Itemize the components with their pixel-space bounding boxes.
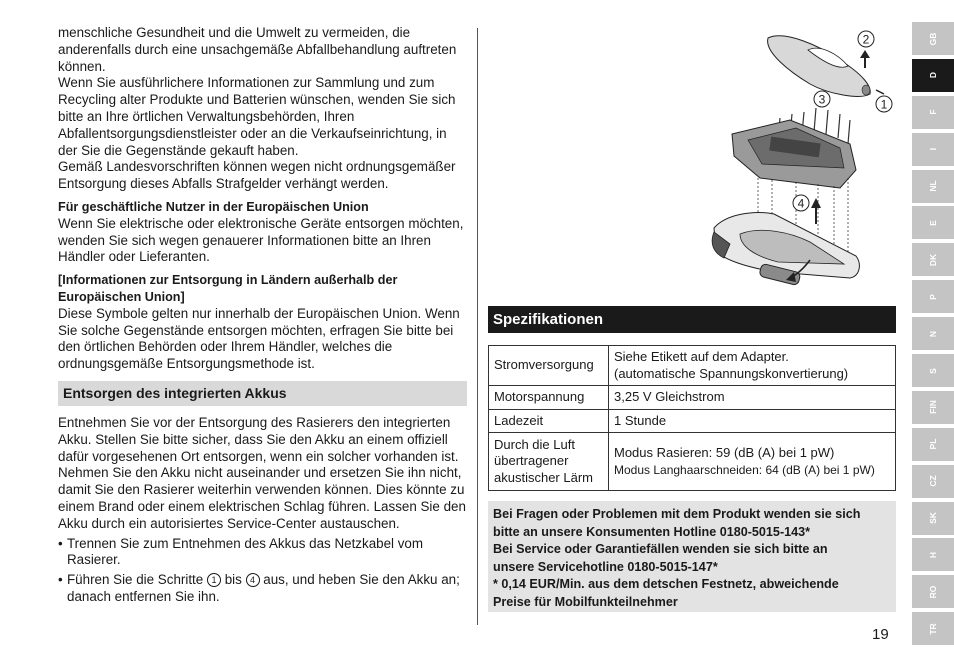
callout-1-icon <box>876 96 892 112</box>
table-row <box>489 410 896 433</box>
bullet-text: bis <box>224 572 242 588</box>
hotline-line: unsere Servicehotline 0180-5015-147* <box>493 559 718 574</box>
text-line: Akku. Stellen Sie bitte sicher, dass Sie den Akku an einem offiziell <box>58 431 448 447</box>
page-number: 19 <box>872 626 889 643</box>
spec-label: Ladezeit <box>489 410 609 433</box>
tab-p[interactable] <box>912 280 954 313</box>
list-item <box>58 536 467 570</box>
step-1-icon: 1 <box>207 573 221 587</box>
step-4-icon: 4 <box>246 573 260 587</box>
callout-label: 4 <box>797 196 805 211</box>
spec-value <box>609 433 896 491</box>
tab-label: S <box>928 367 938 374</box>
text-line: der Sie die Gegenstände gekauft haben. <box>58 142 299 158</box>
table-row <box>489 386 896 410</box>
tab-fin[interactable] <box>912 391 954 424</box>
text-line: Entnehmen Sie vor der Entsorgung des Rasierers den integrierten <box>58 414 451 430</box>
bullet-text: danach entfernen Sie ihn. <box>67 588 220 604</box>
text-line: wenden Sie sich wegen genauerer Informationen bitte an Ihren <box>58 232 431 248</box>
tab-label: GB <box>928 32 938 45</box>
tab-d[interactable] <box>912 59 954 92</box>
spec-label: Stromversorgung <box>489 346 609 386</box>
text-line: Abfallentsorgungsdienstleister oder an die Verkaufseinrichtung, in <box>58 125 447 141</box>
text-line: Gemäß Landesvorschriften können wegen nicht ordnungsgemäßer <box>58 159 456 175</box>
hotline-line: * 0,14 EUR/Min. aus dem detschen Festnetz, abweichende <box>493 577 839 592</box>
spec-label-line: Durch die Luft <box>494 436 575 452</box>
spec-value <box>609 346 896 386</box>
bullet-list <box>58 536 467 606</box>
text-line: Recycling alter Produkte und Batterien wünschen, wenden Sie sich <box>58 92 456 108</box>
spec-label-line: akustischer Lärm <box>494 469 593 485</box>
tab-h[interactable] <box>912 538 954 571</box>
tab-label: PL <box>928 438 938 450</box>
text-line: menschliche Gesundheit und die Umwelt zu vermeiden, die <box>58 25 411 40</box>
text-line: Entsorgung dieses Abfalls Strafgelder verhängt werden. <box>58 176 389 192</box>
tab-nl[interactable] <box>912 170 954 203</box>
tab-label: NL <box>928 180 938 192</box>
table-row <box>489 433 896 491</box>
tab-label: RO <box>928 585 938 599</box>
list-item <box>58 572 467 606</box>
tab-label: F <box>928 109 938 115</box>
text-line: Händler oder Lieferanten. <box>58 249 210 265</box>
text-line: den örtlichen Behörden oder Ihrem Händler, welches die <box>58 339 393 355</box>
tab-label: D <box>928 72 938 79</box>
spec-label: Motorspannung <box>489 386 609 410</box>
tab-label: TR <box>928 623 938 635</box>
tab-s[interactable] <box>912 354 954 387</box>
text-line: Wenn Sie ausführlichere Informationen zur Sammlung und zum <box>58 75 435 91</box>
bullet-text: Führen Sie die Schritte <box>67 572 204 588</box>
callout-label: 3 <box>818 92 826 107</box>
tab-label: DK <box>928 253 938 266</box>
spec-value-line: Siehe Etikett auf dem Adapter. <box>614 349 789 364</box>
text-line: Wenn Sie elektrische oder elektronische Geräte entsorgen möchten, <box>58 215 464 231</box>
tab-label: N <box>928 330 938 337</box>
left-column <box>58 25 467 606</box>
spec-label <box>489 433 609 491</box>
spec-value-line: Modus Rasieren: 59 (dB (A) bei 1 pW) <box>614 445 835 460</box>
hotline-box <box>488 501 896 612</box>
text-line: Akku durch ein autorisiertes Service-Center austauschen. <box>58 515 400 531</box>
text-line: bitte an Ihre örtlichen Verwaltungsbehörden, Ihren <box>58 108 355 124</box>
noneu-heading: Europäischen Union] <box>58 289 185 304</box>
column-divider <box>477 28 478 625</box>
tab-pl[interactable] <box>912 428 954 461</box>
text-line: einem Brand oder einem elektrischen Schlag führen. Lassen Sie den <box>58 498 466 514</box>
hotline-line: Bei Fragen oder Problemen mit dem Produkt wenden sie sich <box>493 507 861 521</box>
callout-label: 2 <box>862 32 870 47</box>
bullet-text: Rasierer. <box>67 552 121 568</box>
spec-value-line: Modus Langhaarschneiden: 64 (dB (A) bei 1 pW) <box>614 462 875 477</box>
tab-cz[interactable] <box>912 465 954 498</box>
shaver-disassembly-illustration <box>700 28 900 300</box>
text-line: ordnungsgemäße Entsorgungsmethode ist. <box>58 356 315 372</box>
tab-n[interactable] <box>912 317 954 350</box>
tab-sk[interactable] <box>912 502 954 535</box>
bullet-text: Trennen Sie zum Entnehmen des Akkus das Netzkabel vom <box>67 535 424 551</box>
text-line: können. <box>58 58 106 74</box>
text-line: Sie solche Gegenstände entsorgen möchten, erfragen Sie bitte bei <box>58 322 454 338</box>
tab-gb[interactable] <box>912 22 954 55</box>
callout-2-icon <box>858 31 874 47</box>
text-line: Nehmen Sie den Akku nicht auseinander und ersetzen Sie ihn nicht, <box>58 465 462 481</box>
callout-3-icon <box>814 91 830 107</box>
text-line: Diese Symbole gelten nur innerhalb der Europäischen Union. Wenn <box>58 305 460 321</box>
callout-label: 1 <box>880 97 888 112</box>
text-line: dafür vorgesehenen Ort entsorgen, wenn ein solcher vorhanden ist. <box>58 448 459 464</box>
noneu-heading: [Informationen zur Entsorgung in Ländern außerhalb der <box>58 273 398 288</box>
section-heading: Entsorgen des integrierten Akkus <box>58 381 467 406</box>
spec-value-line: (automatische Spannungskonvertierung) <box>614 365 849 381</box>
tab-label: I <box>928 147 938 151</box>
tab-label: SK <box>928 512 938 524</box>
specs-heading: Spezifikationen <box>488 306 896 333</box>
specs-table <box>488 345 896 491</box>
eu-heading: Für geschäftliche Nutzer in der Europäischen Union <box>58 199 369 214</box>
spec-value: 3,25 V Gleichstrom <box>609 386 896 410</box>
hotline-line: bitte an unsere Konsumenten Hotline 0180-5015-143* <box>493 524 811 539</box>
language-tabs <box>912 22 954 649</box>
tab-dk[interactable] <box>912 243 954 276</box>
spec-label-line: übertragener <box>494 453 569 469</box>
tab-label: FIN <box>928 400 938 415</box>
callout-4-icon <box>793 195 809 211</box>
tab-label: CZ <box>928 475 938 487</box>
hotline-line: Preise für Mobilfunkteilnehmer <box>493 594 678 609</box>
tab-e[interactable] <box>912 206 954 239</box>
text-line: anderenfalls durch eine unsachgemäße Abfallbehandlung auftreten <box>58 41 457 57</box>
text-line: damit Sie den Rasierer weiterhin verwenden können. Dies könnte zu <box>58 482 465 498</box>
bullet-text: aus, und heben Sie den Akku an; <box>263 572 460 588</box>
tab-label: P <box>928 293 938 300</box>
tab-i[interactable] <box>912 133 954 166</box>
tab-ro[interactable] <box>912 575 954 608</box>
tab-label: H <box>928 551 938 559</box>
table-row <box>489 346 896 386</box>
tab-tr[interactable] <box>912 612 954 645</box>
hotline-line: Bei Service oder Garantiefällen wenden sie sich bitte an <box>493 542 828 557</box>
tab-f[interactable] <box>912 96 954 129</box>
spec-value: 1 Stunde <box>609 410 896 433</box>
tab-label: E <box>928 220 938 226</box>
